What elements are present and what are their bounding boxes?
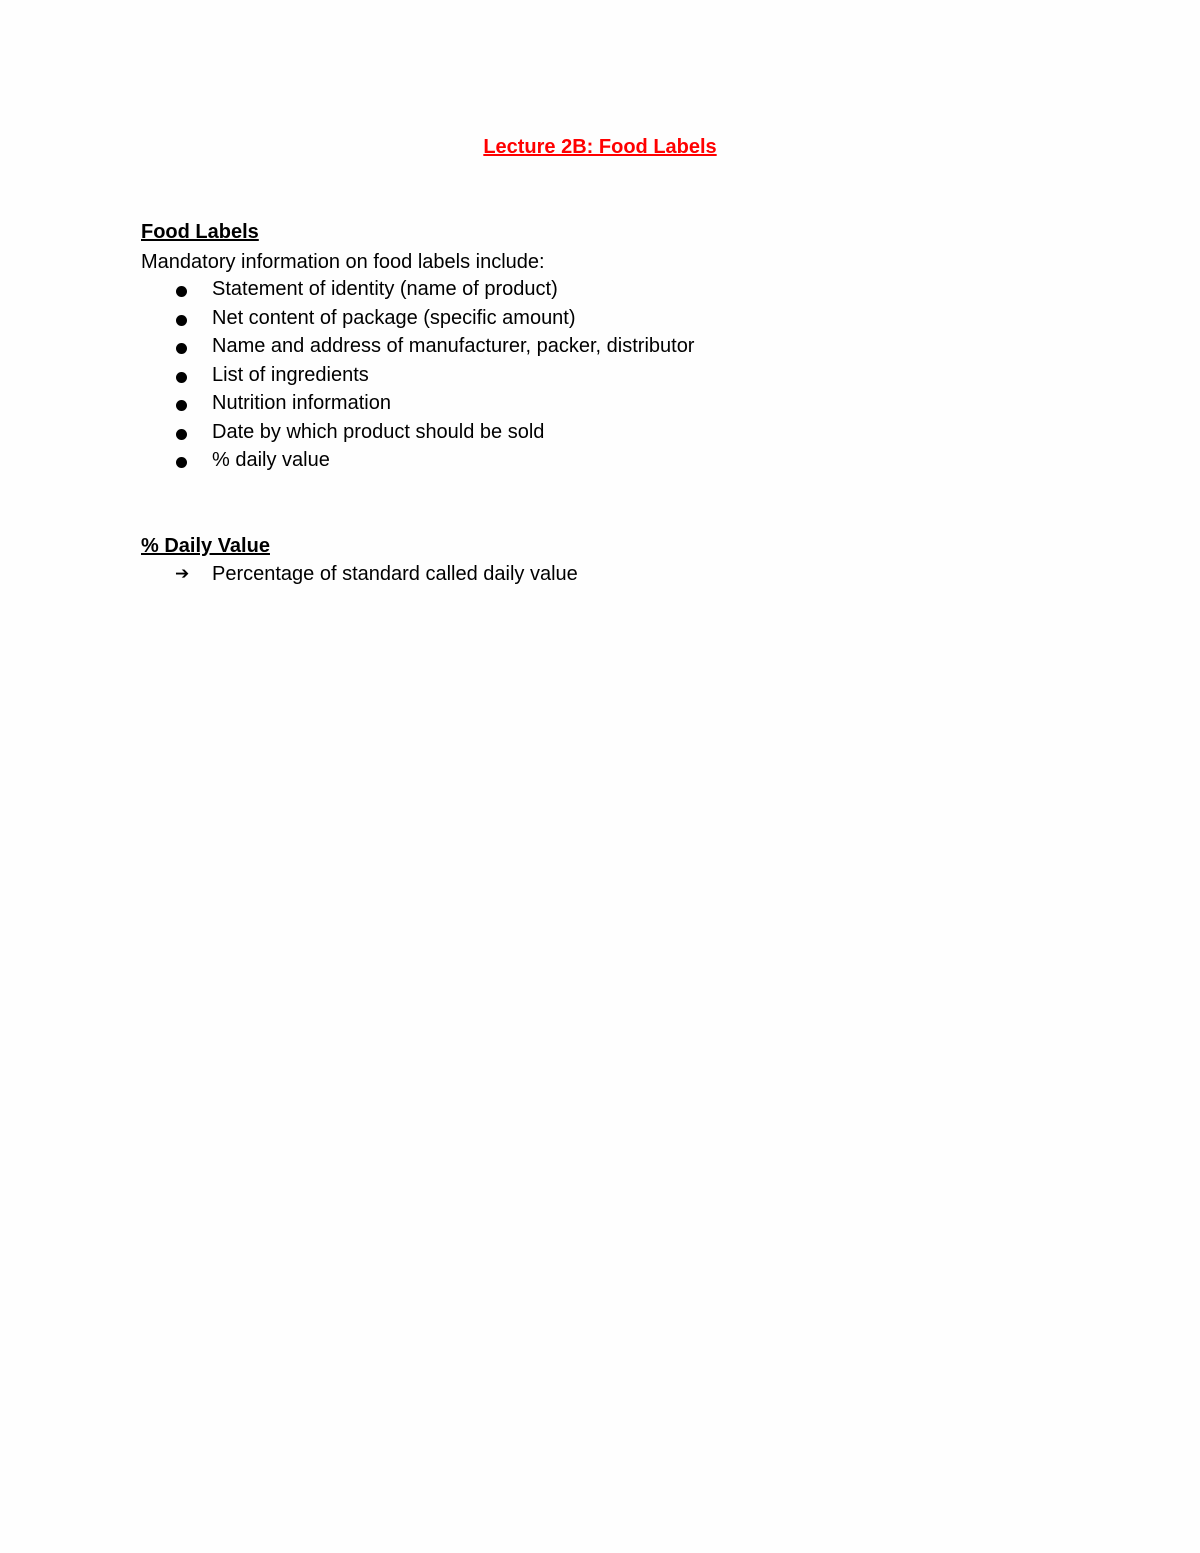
list-item-text: Statement of identity (name of product) (212, 278, 558, 300)
list-item-text: Percentage of standard called daily value (212, 563, 578, 585)
list-item-text: List of ingredients (212, 363, 369, 386)
list-item-text: Net content of package (specific amount) (212, 306, 576, 329)
arrow-right-icon: ➔ (175, 564, 190, 584)
bullet-icon (176, 286, 187, 297)
list-item-text: Date by which product should be sold (212, 420, 545, 443)
bullet-icon (176, 343, 187, 354)
bullet-icon (176, 429, 187, 440)
list-item-text: Nutrition information (212, 392, 391, 414)
bullet-icon (176, 400, 187, 411)
bullet-icon (176, 457, 187, 468)
section-intro-food-labels: Mandatory information on food labels include: (141, 251, 545, 273)
bullet-icon (176, 315, 187, 326)
section-heading-food-labels: Food Labels (141, 221, 259, 243)
bullet-icon (176, 372, 187, 383)
list-item-text: % daily value (212, 449, 330, 471)
section-heading-daily-value: % Daily Value (141, 535, 270, 557)
page-title: Lecture 2B: Food Labels (483, 136, 717, 158)
list-item-text: Name and address of manufacturer, packer, distributor (212, 335, 695, 357)
